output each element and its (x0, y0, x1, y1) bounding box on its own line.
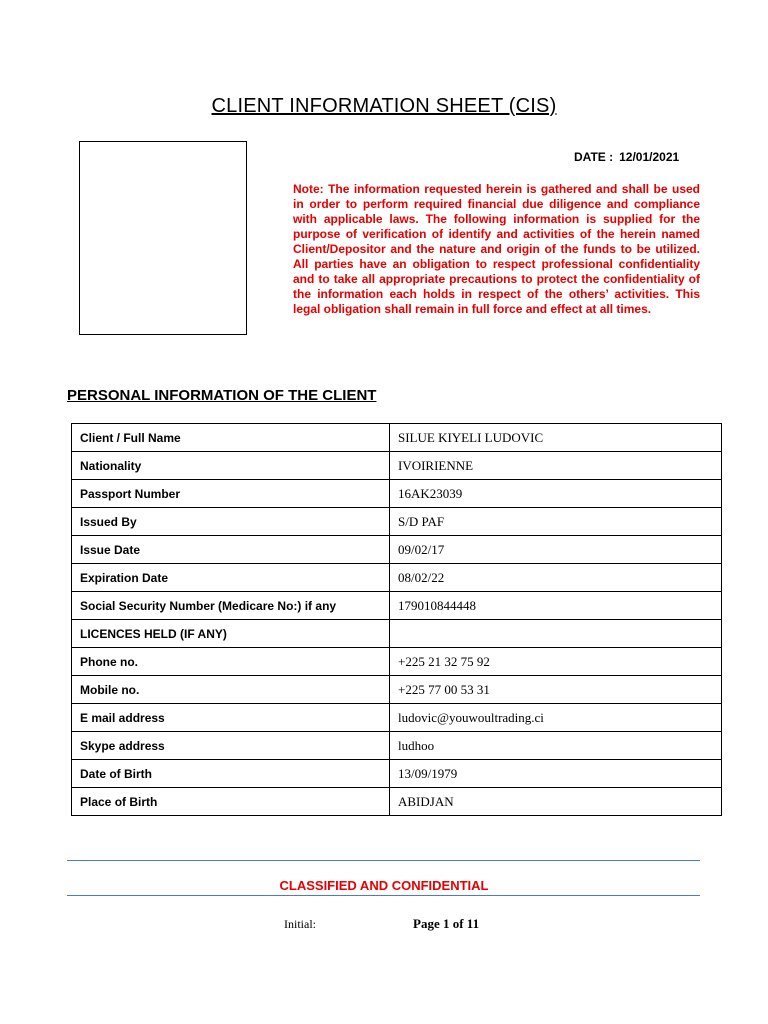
row-label: Place of Birth (72, 788, 390, 816)
row-value: IVOIRIENNE (390, 452, 722, 480)
row-label: Passport Number (72, 480, 390, 508)
row-value: S/D PAF (390, 508, 722, 536)
row-label: Mobile no. (72, 676, 390, 704)
table-row (72, 564, 722, 592)
row-value: 13/09/1979 (390, 760, 722, 788)
row-label: Date of Birth (72, 760, 390, 788)
table-row (72, 536, 722, 564)
row-label: Issued By (72, 508, 390, 536)
date-line (574, 150, 679, 164)
table-row (72, 480, 722, 508)
photo-box (79, 141, 247, 335)
row-value: 16AK23039 (390, 480, 722, 508)
date-value: 12/01/2021 (619, 150, 680, 164)
row-label: Nationality (72, 452, 390, 480)
row-value: ludovic@youwoultrading.ci (390, 704, 722, 732)
row-label: Client / Full Name (72, 424, 390, 452)
table-row (72, 452, 722, 480)
page-number: Page 1 of 11 (413, 916, 480, 931)
row-value: ludhoo (390, 732, 722, 760)
table-row (72, 592, 722, 620)
row-value: ABIDJAN (390, 788, 722, 816)
classified-label: CLASSIFIED AND CONFIDENTIAL (279, 878, 489, 893)
table-row (72, 704, 722, 732)
row-label: LICENCES HELD (IF ANY) (72, 620, 390, 648)
row-value: 09/02/17 (390, 536, 722, 564)
table-row (72, 424, 722, 452)
section-title: PERSONAL INFORMATION OF THE CLIENT (67, 387, 377, 404)
initial-label: Initial: (284, 917, 316, 931)
row-label: Expiration Date (72, 564, 390, 592)
table-row (72, 648, 722, 676)
row-label: E mail address (72, 704, 390, 732)
row-value: 179010844448 (390, 592, 722, 620)
row-value: SILUE KIYELI LUDOVIC (390, 424, 722, 452)
row-value: +225 21 32 75 92 (390, 648, 722, 676)
row-label: Social Security Number (Medicare No:) if any (72, 592, 390, 620)
row-value: +225 77 00 53 31 (390, 676, 722, 704)
table-row (72, 732, 722, 760)
confidentiality-note: Note: The information requested herein is gathered and shall be used in order to perform required financial due diligence and compliance with applicable laws. The following information is supplied for the purpose of verification of identify and activities of the herein named Client/Depositor and the nature and origin of the funds to be utilized. All parties have an obligation to respect professional confidentiality and to take all appropriate precautions to protect the confidentiality of the information each holds in respect of the others’ activities. This legal obligation shall remain in full force and effect at all times. (293, 182, 700, 316)
row-label: Issue Date (72, 536, 390, 564)
table-row (72, 620, 722, 648)
row-label: Skype address (72, 732, 390, 760)
table-row (72, 788, 722, 816)
document-title: CLIENT INFORMATION SHEET (CIS) (211, 95, 557, 117)
footer-divider-bottom (67, 895, 700, 896)
table-row (72, 676, 722, 704)
row-value: 08/02/22 (390, 564, 722, 592)
date-label: DATE : (574, 150, 614, 164)
footer-divider-top (67, 860, 700, 861)
row-value (390, 620, 722, 648)
personal-info-table (71, 423, 722, 816)
row-label: Phone no. (72, 648, 390, 676)
table-row (72, 760, 722, 788)
table-row (72, 508, 722, 536)
